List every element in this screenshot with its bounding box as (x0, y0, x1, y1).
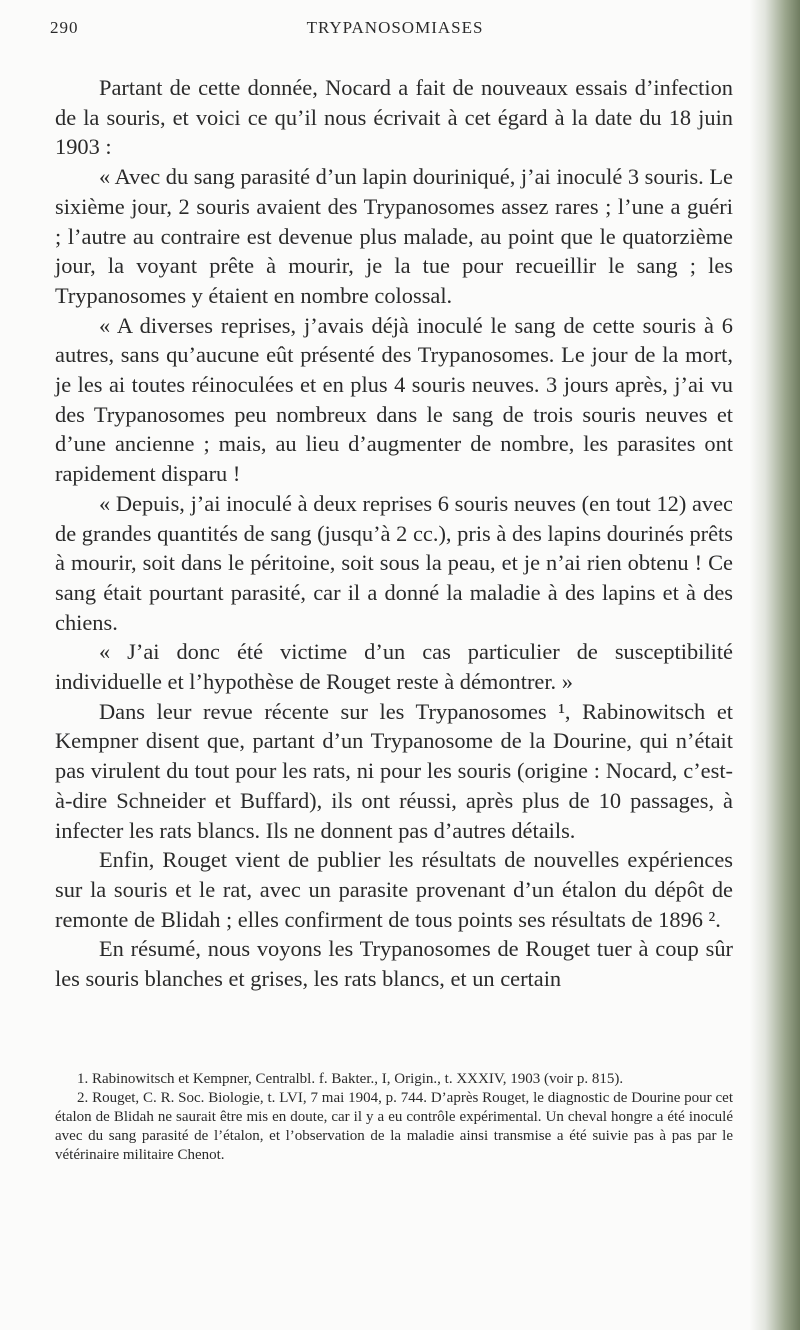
paragraph: Partant de cette donnée, Nocard a fait de nouveaux essais d’infection de la souris, et voici ce qu’il nous écrivait à cet égard à la date du 18 juin 1903 : (55, 75, 733, 160)
running-title: TRYPANOSOMIASES (306, 18, 484, 37)
footnotes (55, 1070, 733, 1165)
page-edge-shadow (750, 0, 800, 1330)
body-text (55, 73, 733, 994)
paragraph: En résumé, nous voyons les Trypanosomes de Rouget tuer à coup sûr les souris blanches et grises, les rats blancs, et un certain (55, 936, 733, 992)
footnote: 2. Rouget, C. R. Soc. Biologie, t. LVI, 7 mai 1904, p. 744. D’après Rouget, le diagnostic de Dourine pour cet étalon de Blidah ne saurait être mis en doute, car il y a eu contrôle expérimental. Un cheval hongre a été inoculé avec du sang parasité de l’étalon, et l’observation de la maladie ainsi transmise a été suivie pas à pas par le vétérinaire militaire Chenot. (55, 1090, 733, 1163)
paragraph: Enfin, Rouget vient de publier les résultats de nouvelles expériences sur la souris et le rat, avec un parasite provenant d’un étalon du dépôt de remonte de Blidah ; elles confirment de tous points ses résultats de 1896 ². (55, 847, 733, 932)
paragraph: Dans leur revue récente sur les Trypanosomes ¹, Rabinowitsch et Kempner disent que, partant d’un Trypanosome de la Dourine, qui n’était pas virulent du tout pour les rats, ni pour les souris (origine : Nocard, c’est-à-dire Schneider et Buffard), ils ont réussi, après plus de 10 passages, à infecter les rats blancs. Ils ne donnent pas d’autres détails. (55, 698, 733, 843)
paragraph: « Avec du sang parasité d’un lapin douriniqué, j’ai inoculé 3 souris. Le sixième jour, 2 souris avaient des Trypanosomes assez rares ; l’une a guéri ; l’autre au contraire est devenue plus malade, au point que le quatorzième jour, la voyant prête à mourir, je la tue pour recueillir le sang ; les Trypanosomes y étaient en nombre colossal. (55, 164, 733, 308)
footnote: 1. Rabinowitsch et Kempner, Centralbl. f. Bakter., I, Origin., t. XXXIV, 1903 (voir p. 815). (77, 1071, 624, 1087)
paragraph: « A diverses reprises, j’avais déjà inoculé le sang de cette souris à 6 autres, sans qu’aucune eût présenté des Trypanosomes. Le jour de la mort, je les ai toutes réinoculées et en plus 4 souris neuves. 3 jours après, j’ai vu des Trypanosomes peu nombreux dans le sang de trois souris neuves et d’une ancienne ; mais, au lieu d’augmenter de nombre, les parasites ont rapidement disparu ! (55, 312, 733, 487)
page-number: 290 (50, 18, 79, 37)
paragraph: « J’ai donc été victime d’un cas particulier de susceptibilité individuelle et l’hypothèse de Rouget reste à démontrer. » (55, 639, 733, 695)
running-head (50, 18, 740, 46)
paragraph: « Depuis, j’ai inoculé à deux reprises 6 souris neuves (en tout 12) avec de grandes quantités de sang (jusqu’à 2 cc.), pris à des lapins dourinés prêts à mourir, soit dans le péritoine, soit sous la peau, et je n’ai rien obtenu ! Ce sang était pourtant parasité, car il a donné la maladie à des lapins et à des chiens. (55, 490, 733, 635)
